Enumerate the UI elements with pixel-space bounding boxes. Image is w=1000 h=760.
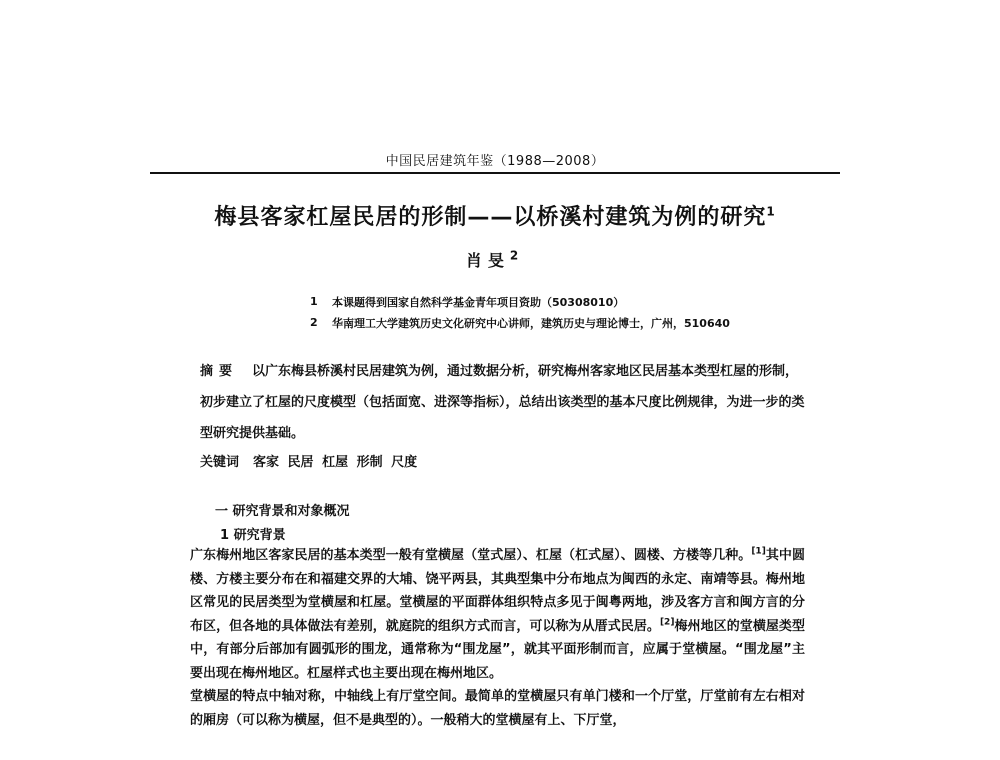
running-header: 中国民居建筑年鉴（1988—2008）: [385, 154, 605, 169]
article-title-text: 梅县客家杠屋民居的形制——以桥溪村建筑为例的研究: [214, 205, 767, 230]
footnote-text: 本课题得到国家自然科学基金青年项目资助（50308010）: [332, 295, 625, 309]
author-footnote-mark[interactable]: 2: [509, 248, 525, 263]
body-text: [190, 544, 805, 732]
article-author: [150, 248, 840, 271]
keywords-label: 关键词: [200, 455, 240, 470]
footnote-1: [310, 291, 830, 312]
body-text-segment: 梅州地区的堂横屋类型中，有部分后部加有圆弧形的围龙，通常称为“围龙屋”，就其平面形制而言，应属于堂横屋。“围龙屋”主要出现在梅州地区。杠屋样式也主要出现在梅州地区。: [190, 618, 805, 681]
footnote-2: [310, 312, 830, 333]
body-text-segment: 其中圆楼、方楼主要分布在和福建交界的大埔、饶平两县，其典型集中分布地点为闽西的永定、南靖等县。梅州地区常见的民居类型为堂横屋和杠屋。堂横屋的平面群体组织特点多见于闽粤两地，涉及客方言和闽方言的分布区，但各地的具体做法有差别，就庭院的组织方式而言，可以称为从厝式民居。: [190, 548, 805, 634]
header-rule: [150, 172, 840, 174]
footnote-number: 1: [310, 295, 318, 308]
reference-mark[interactable]: [2]: [659, 617, 675, 628]
footnote-number: 2: [310, 316, 318, 329]
article-title: [150, 200, 840, 231]
abstract-label: 摘要: [200, 364, 239, 379]
footnote-text: 华南理工大学建筑历史文化研究中心讲师，建筑历史与理论博士，广州，510640: [332, 316, 730, 330]
section-heading: 一 研究背景和对象概况: [215, 504, 350, 519]
abstract: [200, 356, 805, 449]
body-paragraph-2: 堂横屋的特点中轴对称，中轴线上有厅堂空间。最简单的堂横屋只有单门楼和一个厅堂，厅堂前有左右相对的厢房（可以称为横屋，但不是典型的）。一般稍大的堂横屋有上、下厅堂，: [190, 689, 805, 728]
abstract-text: 以广东梅县桥溪村民居建筑为例，通过数据分析，研究梅州客家地区民居基本类型杠屋的形制，初步建立了杠屋的尺度模型（包括面宽、进深等指标），总结出该类型的基本尺度比例规律，为进一步的类型研究提供基础。: [200, 364, 805, 441]
author-name: 肖旻: [465, 251, 510, 270]
title-footnote-mark[interactable]: 1: [766, 204, 776, 219]
subsection-heading: 1 研究背景: [220, 528, 286, 543]
reference-mark[interactable]: [1]: [751, 546, 766, 557]
footnotes: [310, 291, 830, 333]
keywords-text: 客家 民居 杠屋 形制 尺度: [253, 455, 418, 470]
body-text-segment: 广东梅州地区客家民居的基本类型一般有堂横屋（堂式屋）、杠屋（杠式屋）、圆楼、方楼等几种。: [190, 548, 752, 563]
body-paragraph-1: [190, 544, 805, 685]
keywords: [200, 451, 805, 470]
